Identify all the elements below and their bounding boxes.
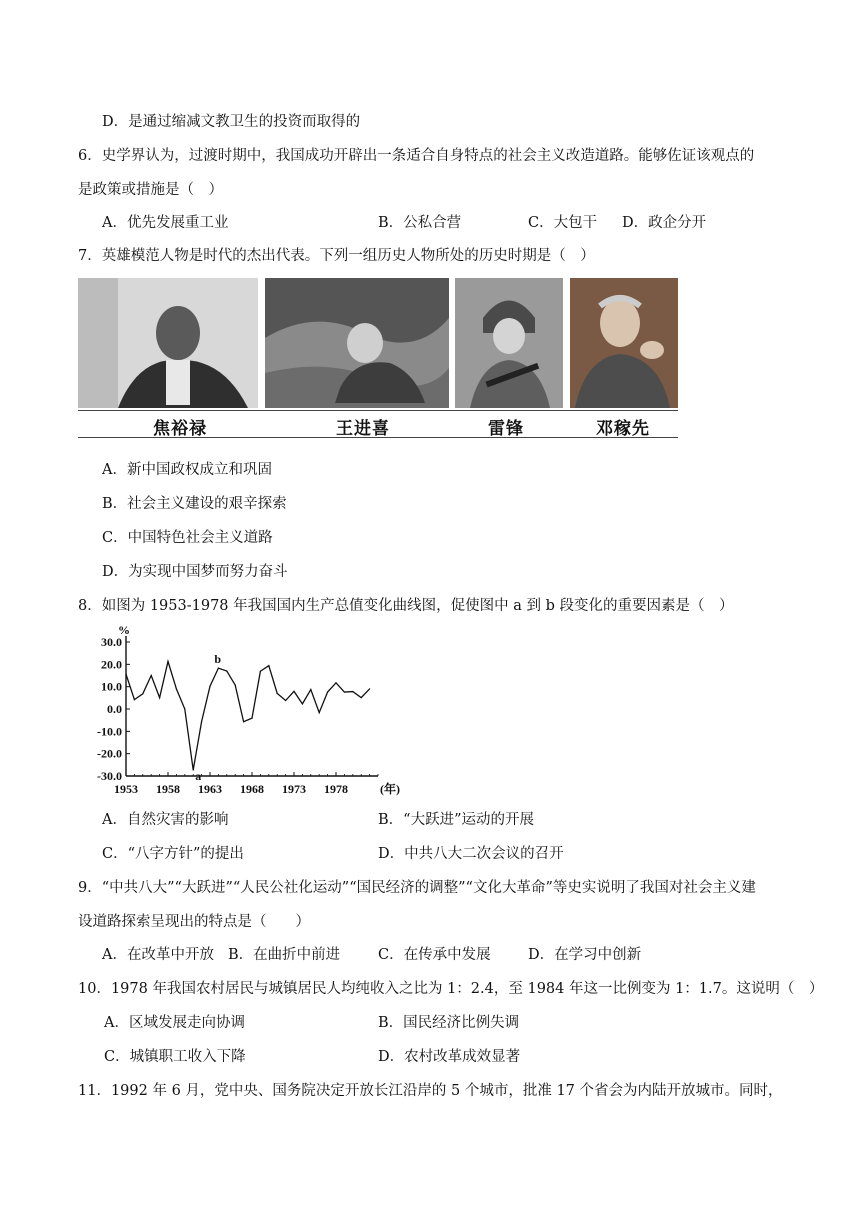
y-tick-label: -30.0 [97, 769, 122, 783]
data-point [319, 712, 320, 713]
q6-stem-line1: 6．史学界认为，过渡时期中，我国成功开辟出一条适合自身特点的社会主义改造道路。能够佐证该观点的 [78, 148, 755, 164]
x-tick-label: 1958 [156, 782, 180, 796]
data-point [352, 691, 353, 692]
data-point [226, 670, 227, 671]
data-point [167, 661, 168, 662]
q9-option-d: D．在学习中创新 [528, 947, 642, 963]
caption-jiao-yulu: 焦裕禄 [153, 419, 207, 439]
annotation-a: a [195, 768, 202, 783]
y-tick-label: 0.0 [107, 702, 122, 716]
x-tick-label: 1978 [324, 782, 348, 796]
x-tick-label: 1968 [240, 782, 264, 796]
data-point [134, 699, 135, 700]
data-point [260, 671, 261, 672]
data-point [251, 718, 252, 719]
q6-option-a: A．优先发展重工业 [102, 215, 229, 231]
x-tick-label: 1973 [282, 782, 306, 796]
data-point [293, 691, 294, 692]
q10-option-b: B．国民经济比例失调 [378, 1015, 520, 1031]
q5-option-d: D．是通过缩减文教卫生的投资而取得的 [102, 114, 361, 130]
hero-photos [78, 278, 678, 438]
caption-deng-jiaxian: 邓稼先 [596, 419, 650, 439]
data-point [369, 688, 370, 689]
data-point [184, 708, 185, 709]
q7-stem: 7．英雄模范人物是时代的杰出代表。下列一组历史人物所处的历史时期是（ ） [78, 248, 595, 264]
x-tick-label: 1963 [198, 782, 222, 796]
q7-option-b: B．社会主义建设的艰辛探索 [102, 496, 287, 512]
y-tick-label: 20.0 [101, 657, 122, 672]
chart-ticks [97, 635, 378, 796]
q10-stem: 10．1978 年我国农村居民与城镇居民人均纯收入之比为 1：2.4，至 1984 年这一比例变为 1：1.7。这说明（ ） [78, 981, 824, 997]
data-point [235, 685, 236, 686]
chart-labels [118, 623, 400, 796]
data-point [310, 689, 311, 690]
data-point [302, 703, 303, 704]
portrait-image [455, 278, 563, 408]
data-point [344, 691, 345, 692]
q6-option-d: D．政企分开 [622, 215, 707, 231]
portrait-image [570, 278, 678, 408]
photo-lei-feng [455, 278, 563, 408]
portrait-image [78, 278, 258, 408]
q7-option-d: D．为实现中国梦而努力奋斗 [102, 564, 288, 580]
y-tick-label: -10.0 [97, 724, 122, 739]
x-axis-label: (年) [380, 782, 400, 796]
gdp-series-line [126, 661, 370, 770]
caption-wang-jinxi: 王进喜 [336, 419, 390, 439]
q9-stem-line1: 9．“中共八大”“大跃进”“人民公社化运动”“国民经济的调整”“文化大革命”等史实说明了我国对社会主义建 [78, 880, 756, 896]
q8-option-c: C．“八字方针”的提出 [102, 846, 244, 862]
data-point [361, 697, 362, 698]
q10-option-a: A．区域发展走向协调 [104, 1015, 245, 1031]
y-axis-label: % [118, 623, 130, 637]
q9-stem-line2: 设道路探索呈现出的特点是（ ） [78, 914, 310, 930]
data-point [151, 675, 152, 676]
photo-caption-strip [78, 410, 678, 438]
chart-series [125, 661, 370, 771]
caption-lei-feng: 雷锋 [488, 419, 524, 439]
q9-option-a: A．在改革中开放 [102, 947, 214, 963]
q11-stem-line1: 11．1992 年 6 月，党中央、国务院决定开放长江沿岸的 5 个城市，批准 17 个省会为内陆开放城市。同时， [78, 1083, 783, 1099]
photo-wang-jinxi [265, 278, 449, 408]
photo-deng-jiaxian [570, 278, 678, 408]
data-point [201, 721, 202, 722]
q8-option-a: A．自然灾害的影响 [102, 812, 229, 828]
q8-option-b: B．“大跃进”运动的开展 [378, 812, 534, 828]
data-point [243, 721, 244, 722]
data-point [327, 691, 328, 692]
data-point [209, 686, 210, 687]
q8-option-d: D．中共八大二次会议的召开 [378, 846, 564, 862]
q10-option-d: D．农村改革成效显著 [378, 1049, 521, 1065]
data-point [193, 769, 194, 770]
data-point [268, 665, 269, 666]
q7-option-c: C．中国特色社会主义道路 [102, 530, 273, 546]
q10-option-c: C．城镇职工收入下降 [104, 1049, 246, 1065]
y-tick-label: 10.0 [101, 679, 122, 694]
data-point [176, 688, 177, 689]
portrait-image [265, 278, 449, 408]
q8-stem: 8．如图为 1953-1978 年我国国内生产总值变化曲线图，促使图中 a 到 b 段变化的重要因素是（ ） [78, 598, 734, 614]
chart-axes [126, 636, 378, 776]
q6-stem-line2: 是政策或措施是（ ） [78, 182, 223, 198]
data-point [125, 674, 126, 675]
q6-option-b: B．公私合营 [378, 215, 462, 231]
y-tick-label: 30.0 [101, 635, 122, 649]
annotation-b: b [214, 652, 222, 667]
data-point [159, 697, 160, 698]
data-point [218, 668, 219, 669]
y-tick-label: -20.0 [97, 746, 122, 761]
data-point [277, 693, 278, 694]
data-point [335, 682, 336, 683]
q9-option-b: B．在曲折中前进 [228, 947, 341, 963]
photo-jiao-yulu [78, 278, 258, 408]
data-point [142, 693, 143, 694]
gdp-line-chart [78, 620, 408, 800]
q6-option-c: C．大包干 [528, 215, 598, 231]
q7-option-a: A．新中国政权成立和巩固 [102, 462, 272, 478]
x-tick-label: 1953 [114, 782, 138, 796]
data-point [285, 700, 286, 701]
q9-option-c: C．在传承中发展 [378, 947, 491, 963]
